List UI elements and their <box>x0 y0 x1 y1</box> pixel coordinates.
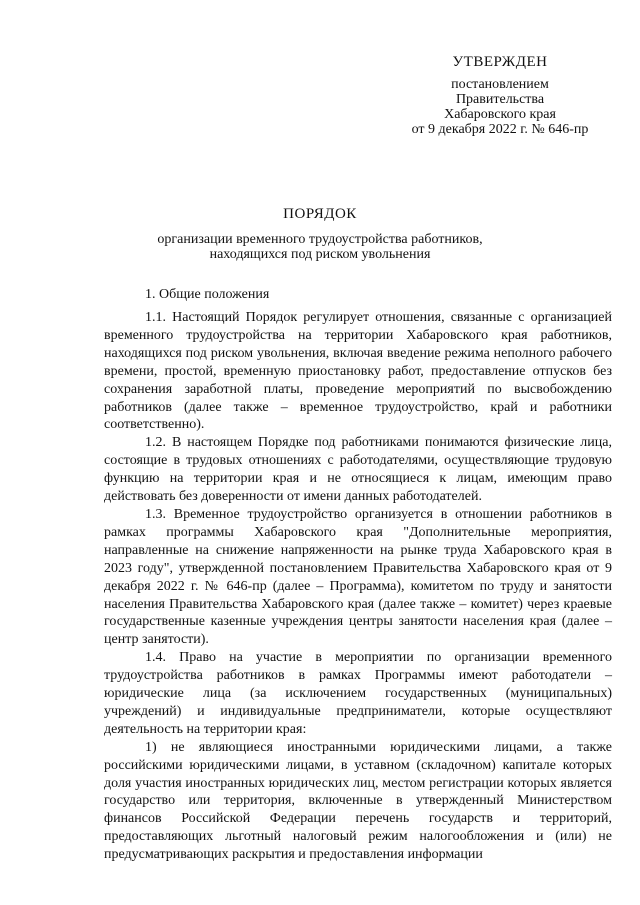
approval-line: Хабаровского края <box>444 107 556 122</box>
approval-stamp <box>400 55 600 137</box>
approval-line: Правительства <box>455 92 545 107</box>
paragraph-1-1: 1.1. Настоящий Порядок регулирует отношения, связанные с организацией временного трудоустройства на территории Хабаровского края работников, находящихся под риском увольнения, включая введение режима неполного рабочего времени, простой, временную приостановку работ, предоставление отпусков без сохранения заработной платы, проведение мероприятий по высвобождению работников (далее также – временное трудоустройство, край и работники соответственно). <box>104 310 612 433</box>
document-title: ПОРЯДОК <box>283 206 357 222</box>
paragraph-1-2: 1.2. В настоящем Порядке под работниками понимаются физические лица, состоящие в трудовых отношениях с работодателями, осуществляющие трудовую функцию на территории края и не относящиеся к лицам, имеющим право действовать без доверенности от имени данных работодателей. <box>104 435 612 505</box>
paragraph-1-3: 1.3. Временное трудоустройство организуется в отношении работников в рамках программы Хабаровского края "Дополнительные мероприятия, направленные на снижение напряженности на рынке труда Хабаровского края в 2023 году", утвержденной постановлением Правительства Хабаровского края от 9 декабря 2022 г. № 646-пр (далее – Программа), комитетом по труду и занятости населения Правительства Хабаровского края (далее также – комитет) через краевые государственные казенные учреждения центры занятости населения края (далее – центр занятости). <box>104 506 612 648</box>
document-heading <box>120 205 520 262</box>
approval-line: постановлением <box>451 77 549 92</box>
document-body <box>104 309 612 864</box>
approval-title: УТВЕРЖДЕН <box>452 54 548 70</box>
approval-date: от 9 декабря 2022 г. № 646-пр <box>411 122 589 137</box>
document-subtitle: организации временного трудоустройства работников, находящихся под риском увольнения <box>157 232 483 262</box>
paragraph-1-4: 1.4. Право на участие в мероприятии по организации временного трудоустройства работников в рамках Программы имеют работодатели – юридические лица (за исключением государственных (муниципальных) учреждений) и индивидуальные предприниматели, которые осуществляют деятельность на территории края: <box>104 650 612 737</box>
paragraph-item-1: 1) не являющиеся иностранными юридическими лицами, а также российскими юридическими лицами, в уставном (складочном) капитале которых доля участия иностранных юридических лиц, местом регистрации которых является государство или территория, включенные в утвержденный Министерством финансов Российской Федерации перечень государств и территорий, предоставляющих льготный налоговый режим налогообложения и (или) не предусматривающих раскрытия и предоставления информации <box>104 739 612 863</box>
section-title: 1. Общие положения <box>145 287 270 302</box>
